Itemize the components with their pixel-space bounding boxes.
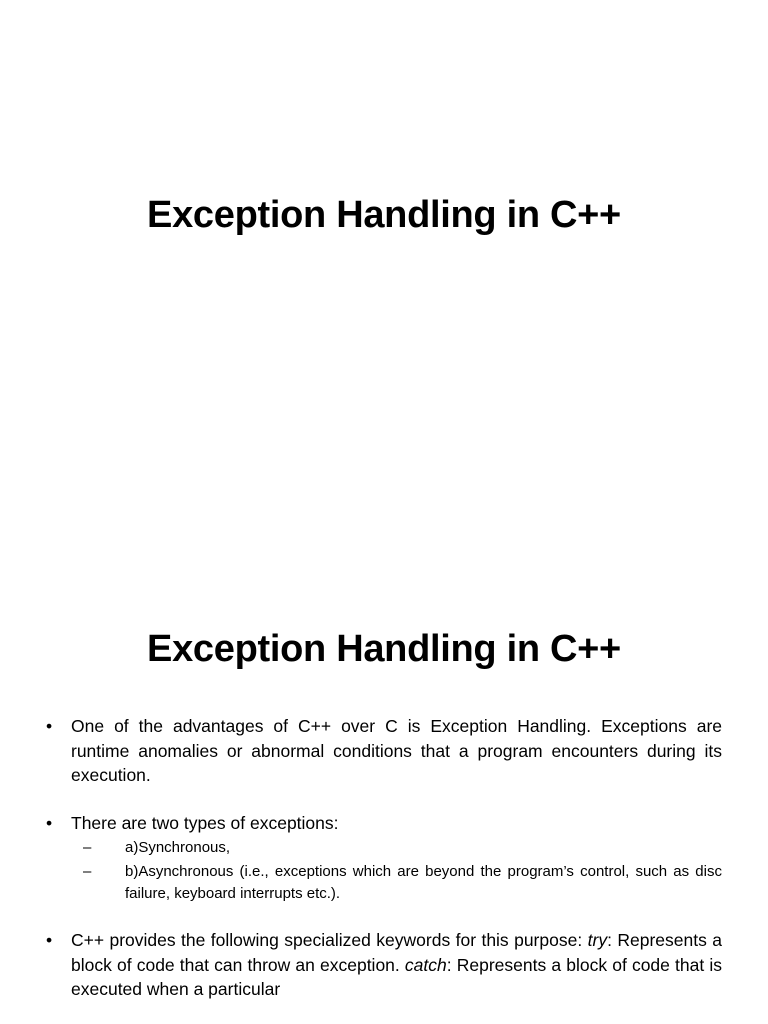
bullet-text: There are two types of exceptions:	[71, 812, 339, 833]
bullet-text: One of the advantages of C++ over C is Exception Handling. Exceptions are runtime anomalies or abnormal conditions that a program encounters during its execution.	[71, 716, 722, 785]
sub-bullet-text: a)Synchronous,	[125, 839, 231, 856]
content-slide	[0, 576, 768, 1024]
bullet-item	[46, 811, 722, 906]
sub-bullet-marker: –	[83, 839, 92, 856]
bullet-text: C++ provides the following specialized keywords for this purpose:	[71, 930, 583, 950]
sub-bullet-marker: –	[83, 863, 92, 880]
bullet-item	[46, 714, 722, 788]
bullet-marker: •	[46, 812, 53, 833]
bullet-marker: •	[46, 716, 53, 736]
sub-bullet-text: b)Asynchronous (i.e., exceptions which are beyond the program’s control, such as disc failure, keyboard interrupts etc.).	[125, 863, 722, 902]
keyword-catch: catch	[404, 954, 447, 975]
slide-title: Exception Handling in C++	[147, 194, 621, 236]
bullet-marker: •	[46, 930, 53, 950]
sub-bullet-list	[71, 837, 722, 905]
slide-title: Exception Handling in C++	[147, 628, 621, 670]
keyword-try: try	[587, 930, 608, 950]
bullet-list	[46, 714, 722, 1002]
bullet-item	[46, 928, 722, 1002]
catch-description: : Represents a block of code that is executed when a particular	[71, 954, 722, 999]
sub-bullet-item	[71, 861, 722, 905]
try-description: : Represents a block of code that can throw an exception.	[71, 930, 722, 975]
sub-bullet-item	[71, 837, 722, 859]
